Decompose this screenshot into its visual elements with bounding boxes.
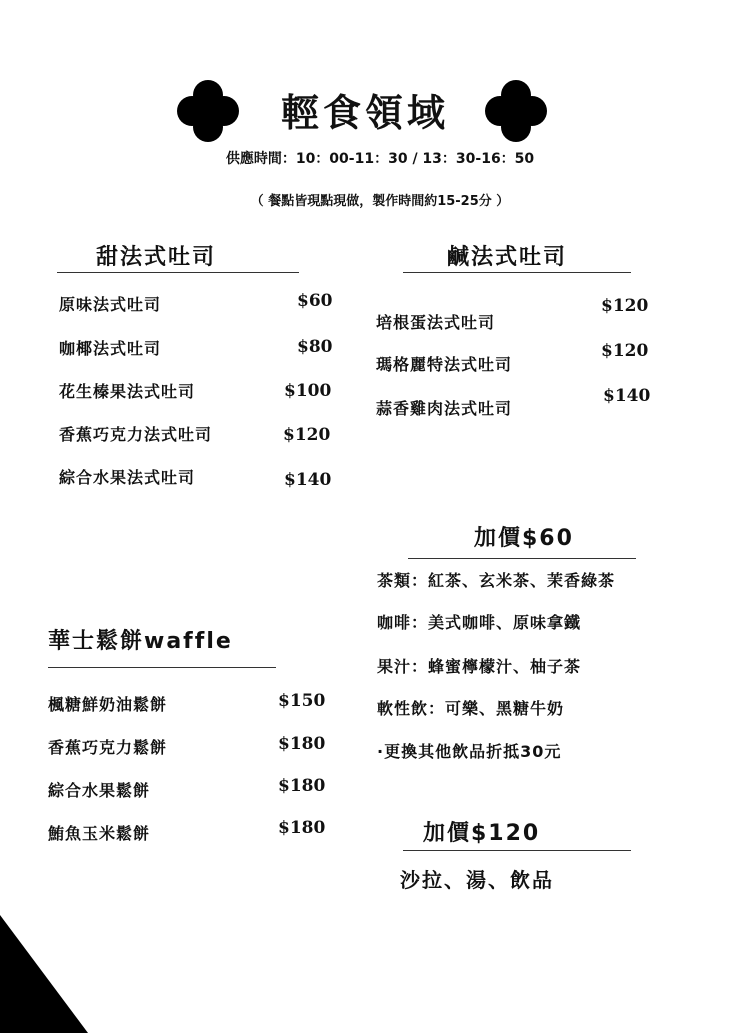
addon-line: 咖啡：美式咖啡、原味拿鐵 — [377, 613, 582, 632]
addon-120-divider — [403, 850, 631, 851]
addon-120-title: 加價$120 — [423, 821, 541, 846]
menu-price: $120 — [601, 341, 649, 361]
sweet-toast-divider — [57, 272, 299, 273]
menu-item: 蒜香雞肉法式吐司 — [376, 399, 513, 418]
addon-60-title: 加價$60 — [474, 526, 574, 551]
menu-item: 培根蛋法式吐司 — [376, 313, 496, 332]
addon-line: ·更換其他飲品折抵30元 — [377, 742, 562, 761]
service-hours: 供應時間：10：00-11：30 / 13：30-16：50 — [225, 151, 535, 167]
savory-toast-title: 鹹法式吐司 — [447, 245, 568, 270]
page-title: 輕食領域 — [280, 91, 449, 135]
waffle-divider — [48, 667, 276, 668]
menu-price: $140 — [603, 386, 651, 406]
addon-60-divider — [408, 558, 636, 559]
menu-item: 鮪魚玉米鬆餅 — [48, 824, 151, 843]
menu-price: $150 — [278, 691, 326, 711]
menu-price: $80 — [297, 337, 333, 357]
menu-price: $120 — [283, 425, 331, 445]
menu-item: 原味法式吐司 — [59, 295, 162, 314]
sweet-toast-title: 甜法式吐司 — [96, 245, 217, 270]
menu-item: 咖椰法式吐司 — [59, 339, 162, 358]
addon-line: 軟性飲：可樂、黑糖牛奶 — [377, 699, 565, 718]
menu-price: $60 — [297, 291, 333, 311]
addon-120-line: 沙拉、湯、飲品 — [400, 868, 554, 892]
waffle-title: 華士鬆餅waffle — [48, 629, 233, 654]
menu-price: $120 — [601, 296, 649, 316]
addon-line: 果汁：蜂蜜檸檬汁、柚子茶 — [377, 657, 582, 676]
menu-item: 楓糖鮮奶油鬆餅 — [48, 695, 168, 714]
addon-line: 茶類：紅茶、玄米茶、茉香綠茶 — [377, 571, 616, 590]
menu-item: 綜合水果鬆餅 — [48, 781, 151, 800]
menu-item: 花生榛果法式吐司 — [59, 382, 196, 401]
menu-price: $180 — [278, 776, 326, 796]
prep-note: （ 餐點皆現點現做，製作時間約15-25分 ） — [250, 194, 510, 209]
menu-item: 香蕉巧克力法式吐司 — [59, 425, 213, 444]
corner-decoration — [0, 915, 88, 1033]
menu-item: 綜合水果法式吐司 — [59, 468, 196, 487]
menu-price: $140 — [284, 470, 332, 490]
menu-item: 香蕉巧克力鬆餅 — [48, 738, 168, 757]
menu-price: $180 — [278, 734, 326, 754]
menu-price: $100 — [284, 381, 332, 401]
menu-item: 瑪格麗特法式吐司 — [376, 355, 513, 374]
menu-price: $180 — [278, 818, 326, 838]
savory-toast-divider — [403, 272, 631, 273]
